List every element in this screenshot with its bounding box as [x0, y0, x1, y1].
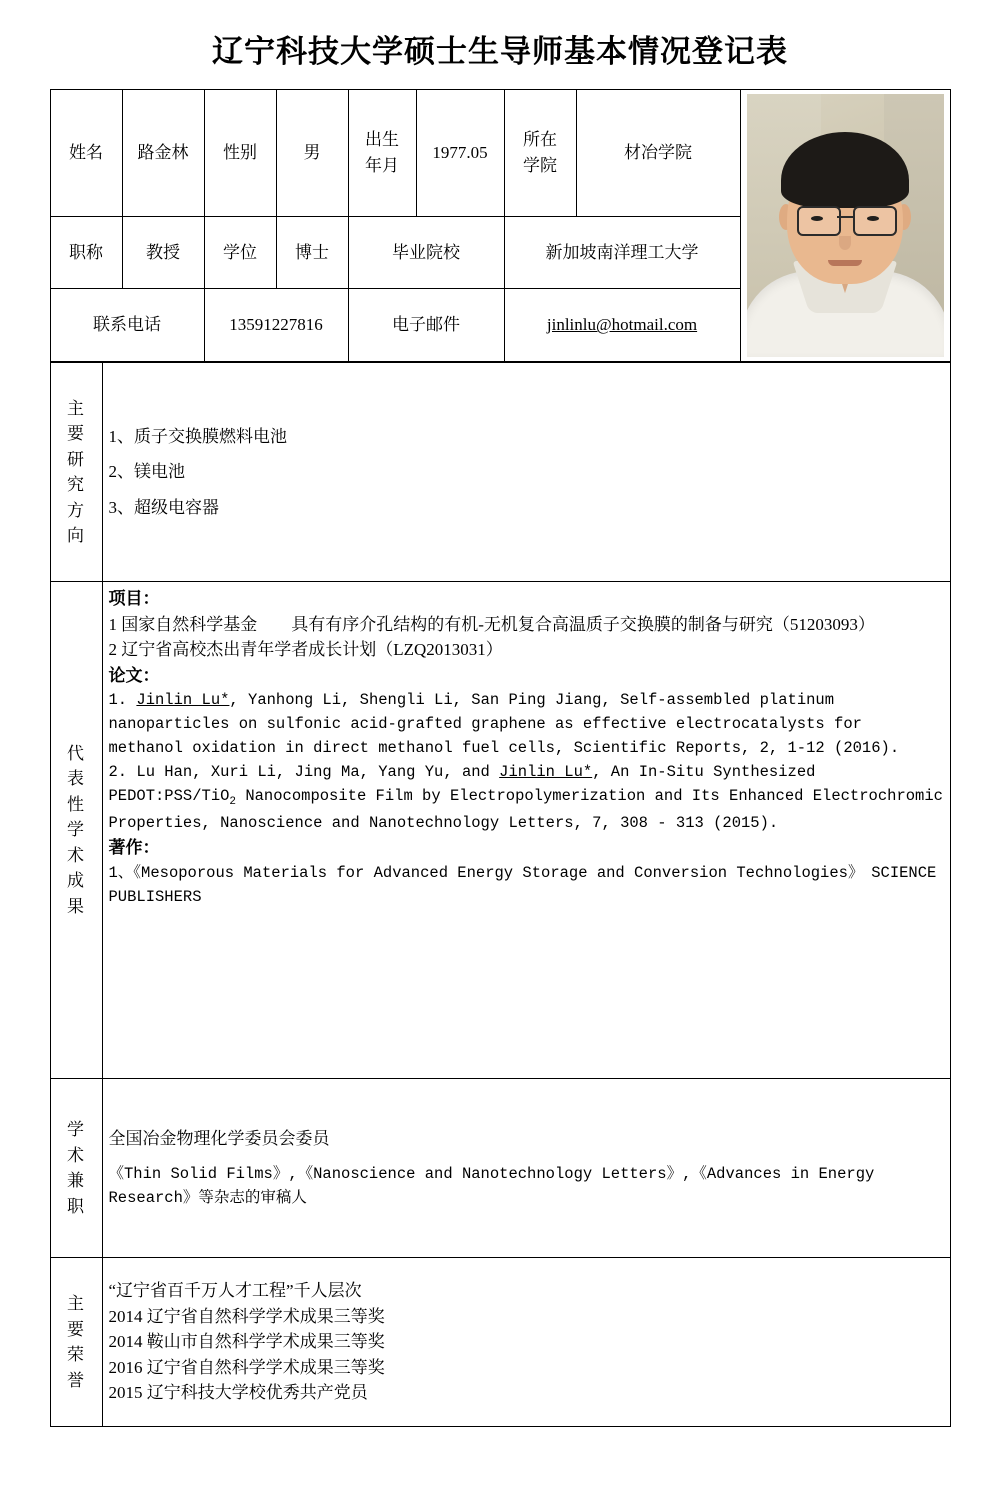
photo-eye-left	[811, 216, 823, 221]
birth-label-line2: 年月	[365, 155, 399, 175]
research-label-c4: 究	[67, 475, 85, 494]
photo-eye-right	[867, 216, 879, 221]
honors-label-c1: 主	[67, 1294, 85, 1313]
paper-1-rest: , Yanhong Li, Shengli Li, San Ping Jiang, Self-assembled platinum nanoparticles on sulfonic acid-grafted graphene as effective electrocatalysts for methanol oxidation in direct methanol fuel cells, Scientific Reports, 2, 1-12 (2016).	[108, 691, 900, 758]
papers-heading: 论文：	[108, 665, 160, 685]
honor-item-5: 2015 辽宁科技大学校优秀共产党员	[108, 1383, 368, 1403]
appointment-line-1: 全国冶金物理化学委员会委员	[108, 1129, 330, 1149]
name-label: 姓名	[50, 90, 122, 217]
honor-item-2: 2014 辽宁省自然科学学术成果三等奖	[108, 1306, 385, 1326]
photo-nose	[839, 236, 851, 250]
photo-mouth	[828, 260, 862, 266]
email-label: 电子邮件	[348, 289, 504, 362]
achievements-label-c4: 学	[67, 820, 85, 840]
birth-value: 1977.05	[416, 90, 504, 217]
appointments-label-c2: 术	[67, 1145, 85, 1165]
research-label-c2: 要	[67, 424, 85, 443]
achievements-label-c1: 代	[67, 743, 85, 763]
project-item-2: 2 辽宁省高校杰出青年学者成长计划（LZQ2013031）	[108, 640, 503, 659]
honor-item-4: 2016 辽宁省自然科学学术成果三等奖	[108, 1357, 385, 1377]
appointments-label-c1: 学	[67, 1120, 85, 1139]
paper-2-rest2: Nanocomposite Film by Electropolymerization and Its Enhanced Electrochromic Properties, Nanoscience and Nanotechnology Letters, 7, 308 - 313 (2015).	[108, 787, 943, 833]
page-title: 辽宁科技大学硕士生导师基本情况登记表	[212, 34, 788, 69]
supervisor-info-table	[50, 89, 951, 362]
paper-2-subscript: 2	[229, 796, 237, 809]
degree-value: 博士	[276, 216, 348, 289]
table-row-research	[50, 363, 950, 582]
honors-content	[102, 1258, 950, 1427]
research-label-c5: 方	[67, 500, 85, 520]
achievements-label-c5: 术	[67, 845, 85, 865]
research-label-c3: 研	[67, 449, 85, 469]
achievements-label-c3: 性	[67, 794, 85, 814]
table-row-basic-1	[50, 90, 950, 217]
paper-2-pre: Lu Han, Xuri Li, Jing Ma, Yang Yu, and	[136, 763, 500, 782]
projects-heading: 项目：	[108, 589, 160, 608]
college-label-line1: 所在	[523, 130, 557, 150]
college-value: 材冶学院	[576, 90, 740, 217]
research-label	[50, 363, 102, 582]
honor-item-3: 2014 鞍山市自然科学学术成果三等奖	[108, 1332, 385, 1352]
graduate-school-label: 毕业院校	[348, 216, 504, 289]
honors-label-c4: 誉	[67, 1370, 85, 1390]
table-row-achievements	[50, 582, 950, 1079]
research-content	[102, 363, 950, 582]
phone-label: 联系电话	[50, 289, 204, 362]
achievements-label	[50, 582, 102, 1079]
graduate-school-value: 新加坡南洋理工大学	[504, 216, 740, 289]
birth-label	[348, 90, 416, 217]
college-label	[504, 90, 576, 217]
title-value: 教授	[122, 216, 204, 289]
photo-glasses-bridge	[837, 216, 853, 218]
research-label-c1: 主	[67, 398, 85, 418]
research-item-2: 2、镁电池	[108, 462, 185, 482]
phone-value: 13591227816	[204, 289, 348, 362]
achievements-label-c2: 表	[67, 769, 85, 789]
honors-label	[50, 1258, 102, 1427]
degree-label: 学位	[204, 216, 276, 289]
appointments-content	[102, 1079, 950, 1258]
research-label-c6: 向	[67, 526, 85, 545]
honor-item-1: “辽宁省百千万人才工程”千人层次	[108, 1281, 362, 1301]
appointment-line-2: 《Thin Solid Films》,《Nanoscience and Nanotechnology Letters》,《Advances in Energy Research》等杂志的审稿人	[108, 1164, 875, 1207]
honors-label-c3: 荣	[67, 1345, 85, 1364]
project-item-1: 1 国家自然科学基金 具有有序介孔结构的有机-无机复合高温质子交换膜的制备与研究（51203093）	[108, 614, 875, 634]
achievements-label-c6: 成	[67, 871, 85, 891]
achievements-label-c7: 果	[67, 896, 85, 916]
paper-item-1	[109, 688, 944, 760]
honors-label-c2: 要	[67, 1319, 85, 1339]
table-row-appointments	[50, 1079, 950, 1258]
paper-item-2	[109, 760, 944, 835]
name-value: 路金林	[122, 90, 204, 217]
photo-cell	[740, 90, 950, 362]
research-item-1: 1、质子交换膜燃料电池	[108, 426, 287, 446]
table-row-honors	[50, 1258, 950, 1427]
achievements-content	[102, 582, 950, 1079]
paper-2-author: Jinlin Lu*	[499, 763, 593, 782]
appointments-label-c3: 兼	[67, 1171, 85, 1190]
email-link[interactable]: jinlinlu@hotmail.com	[546, 315, 698, 335]
gender-value: 男	[276, 90, 348, 217]
detail-table	[50, 362, 951, 1427]
appointments-label	[50, 1079, 102, 1258]
paper-2-rest: , An In-Situ Synthesized PEDOT:PSS/TiO	[108, 763, 816, 806]
title-label: 职称	[50, 216, 122, 289]
supervisor-photo	[747, 94, 944, 357]
paper-2-index: 2.	[108, 763, 137, 782]
email-value[interactable]	[504, 289, 740, 362]
college-label-line2: 学院	[523, 155, 557, 175]
birth-label-line1: 出生	[365, 130, 399, 150]
book-item-1: 1、《Mesoporous Materials for Advanced Energy Storage and Conversion Technologies》 SCIENCE PUBLISHERS	[108, 863, 937, 906]
paper-1-index: 1.	[108, 691, 137, 709]
books-heading: 著作：	[108, 838, 160, 858]
paper-1-author: Jinlin Lu*	[136, 691, 230, 709]
appointments-label-c4: 职	[67, 1196, 85, 1216]
photo-glasses-right	[853, 206, 897, 236]
research-item-3: 3、超级电容器	[108, 497, 219, 517]
gender-label: 性别	[204, 90, 276, 217]
photo-glasses-left	[797, 206, 841, 236]
